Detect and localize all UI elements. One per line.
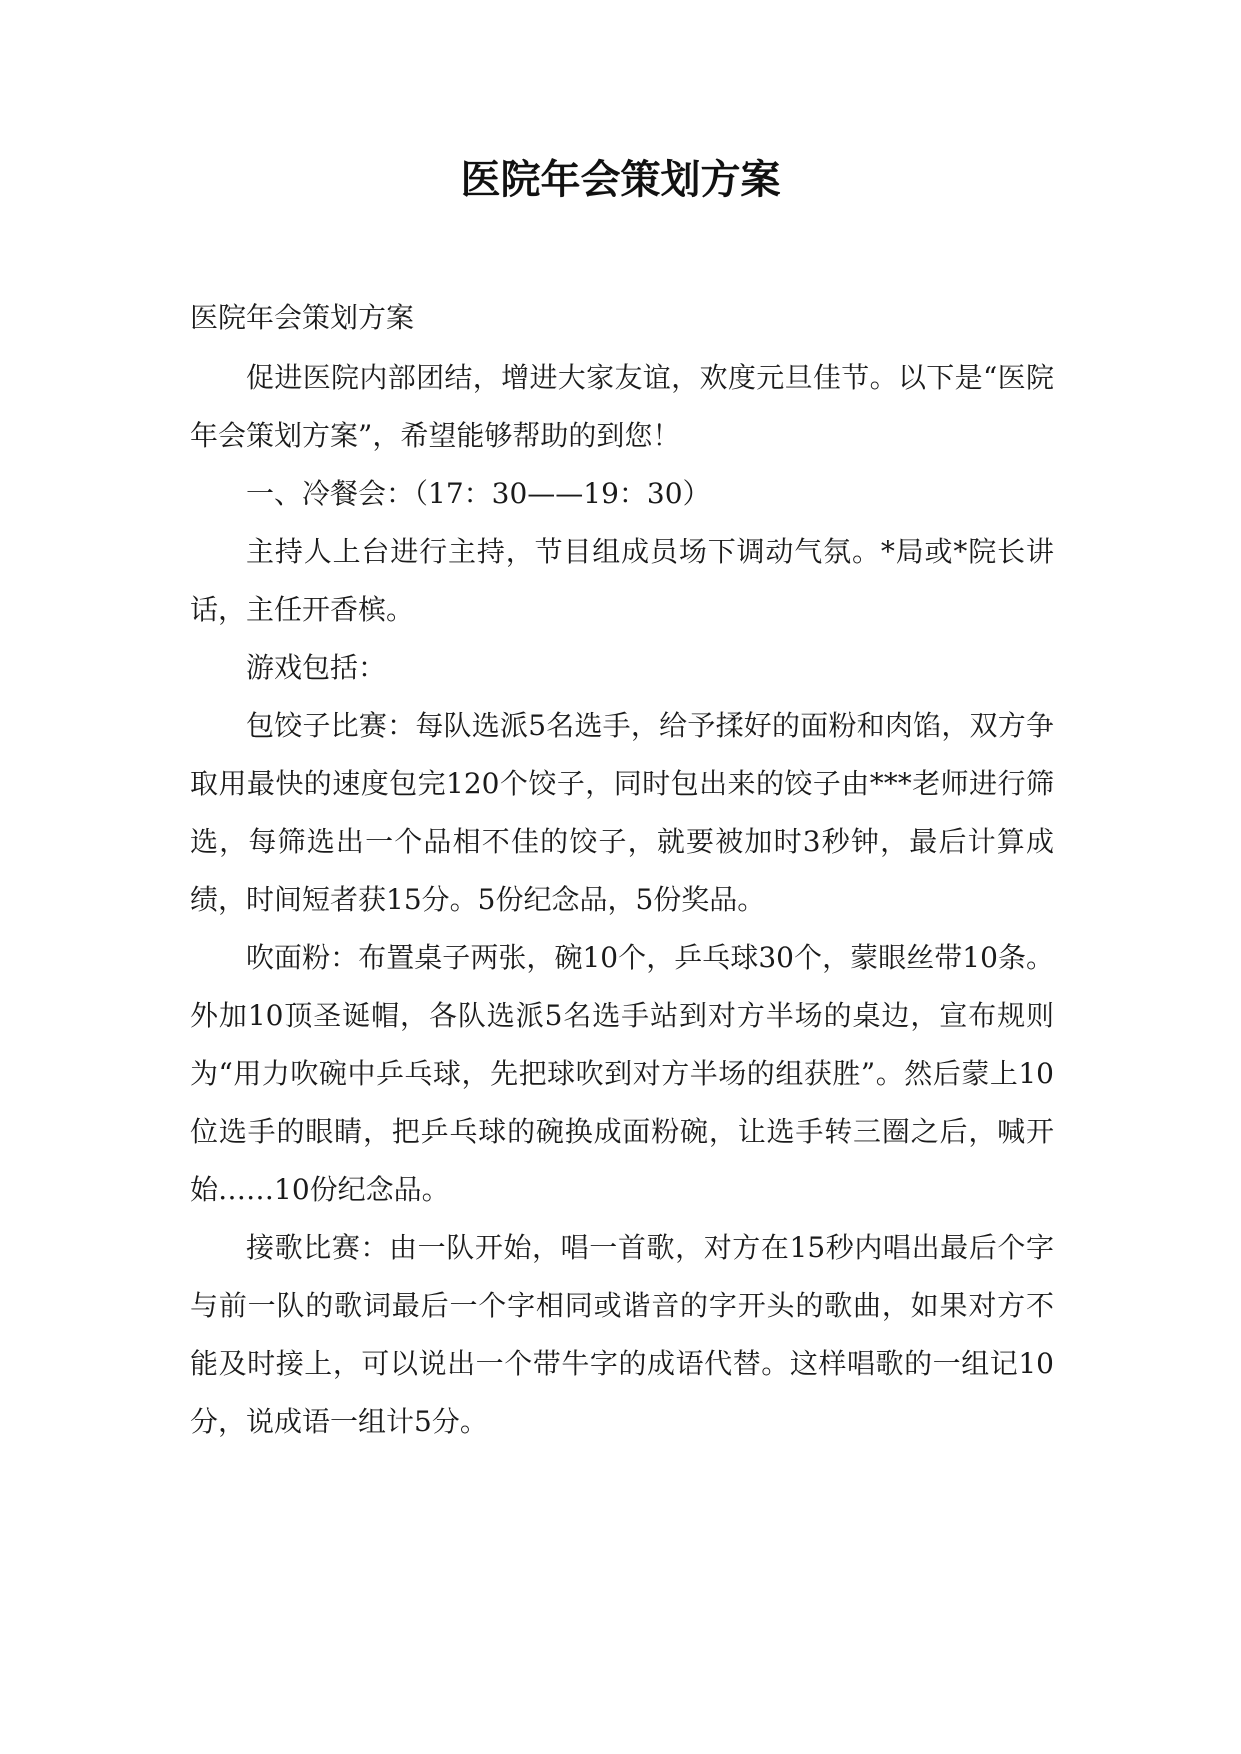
paragraph-subtitle: 医院年会策划方案 xyxy=(190,301,415,334)
paragraph-intro: 促进医院内部团结，增进大家友谊，欢度元旦佳节。以下是“医院年会策划方案”，希望能够帮助的到您！ xyxy=(190,361,1054,452)
document-title: 医院年会策划方案 xyxy=(460,157,781,203)
document-body xyxy=(190,289,1054,1451)
paragraph-dumpling-contest: 包饺子比赛：每队选派5名选手，给予揉好的面粉和肉馅，双方争取用最快的速度包完120个饺子，同时包出来的饺子由***老师进行筛选，每筛选出一个品相不佳的饺子，就要被加时3秒钟，最后计算成绩，时间短者获15分。5份纪念品，5份奖品。 xyxy=(190,709,1054,916)
paragraph-host: 主持人上台进行主持，节目组成员场下调动气氛。*局或*院长讲话，主任开香槟。 xyxy=(190,535,1054,626)
paragraph-section-heading: 一、冷餐会：（17：30——19：30） xyxy=(246,477,711,510)
paragraph-games-heading: 游戏包括： xyxy=(246,651,387,684)
paragraph-song-relay: 接歌比赛：由一队开始，唱一首歌，对方在15秒内唱出最后个字与前一队的歌词最后一个字相同或谐音的字开头的歌曲，如果对方不能及时接上，可以说出一个带牛字的成语代替。这样唱歌的一组记10分，说成语一组计5分。 xyxy=(190,1231,1054,1438)
paragraph-blow-flour: 吹面粉：布置桌子两张，碗10个，乒乓球30个，蒙眼丝带10条。外加10顶圣诞帽，各队选派5名选手站到对方半场的桌边，宣布规则为“用力吹碗中乒乓球，先把球吹到对方半场的组获胜”。然后蒙上10位选手的眼睛，把乒乓球的碗换成面粉碗，让选手转三圈之后，喊开始……10份纪念品。 xyxy=(190,941,1054,1206)
